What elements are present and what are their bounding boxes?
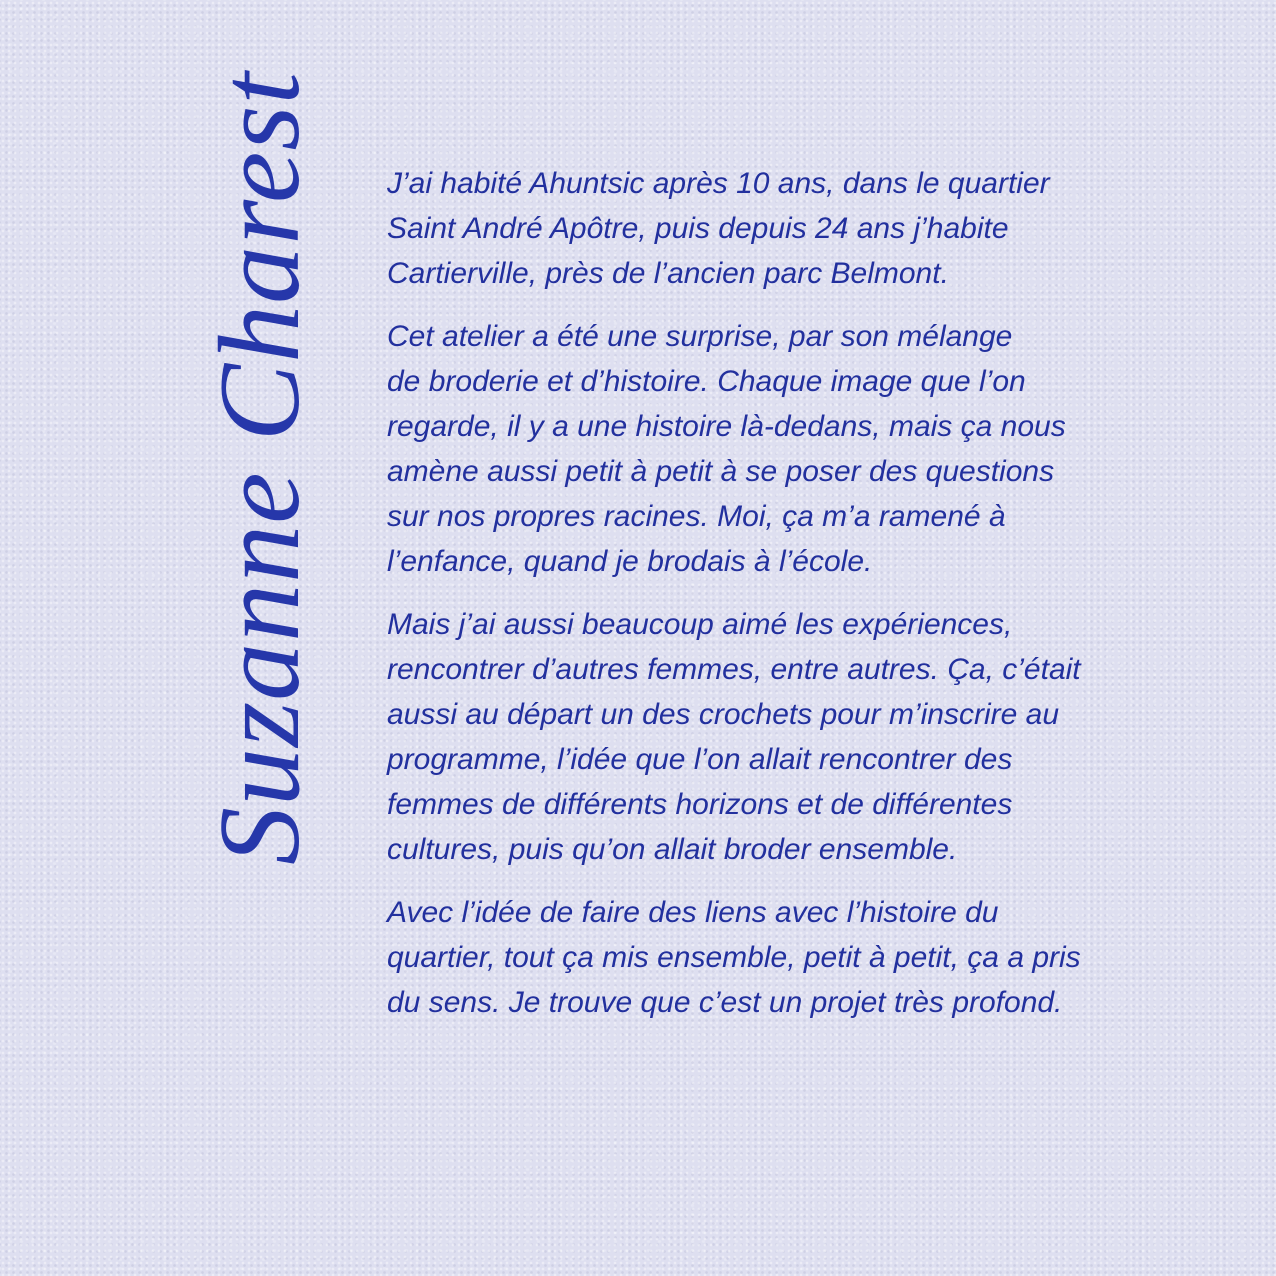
paragraph-2 xyxy=(387,314,1147,584)
text-line: de broderie et d’histoire. Chaque image que l’on xyxy=(387,365,1026,398)
paragraph-3 xyxy=(387,602,1147,872)
text-line: Saint André Apôtre, puis depuis 24 ans j’habite xyxy=(387,212,1009,245)
text-line: Cet atelier a été une surprise, par son mélange xyxy=(387,320,1013,353)
text-line: regarde, il y a une histoire là-dedans, mais ça nous xyxy=(387,410,1066,443)
text-line: amène aussi petit à petit à se poser des questions xyxy=(387,455,1055,488)
text-line: du sens. Je trouve que c’est un projet très profond. xyxy=(387,986,1063,1019)
text-line: programme, l’idée que l’on allait rencontrer des xyxy=(387,743,1013,776)
text-line: J’ai habité Ahuntsic après 10 ans, dans le quartier xyxy=(387,167,1050,200)
text-line: cultures, puis qu’on allait broder ensemble. xyxy=(387,833,958,866)
testimonial-text xyxy=(387,161,1147,1043)
paragraph-1 xyxy=(387,161,1147,296)
text-line: aussi au départ un des crochets pour m’inscrire au xyxy=(387,698,1060,731)
text-line: femmes de différents horizons et de différentes xyxy=(387,788,1013,821)
text-line: sur nos propres racines. Moi, ça m’a ramené à xyxy=(387,500,1006,533)
handwritten-signature: Suzanne Charest xyxy=(196,71,324,865)
text-line: l’enfance, quand je brodais à l’école. xyxy=(387,545,873,578)
text-line: Mais j’ai aussi beaucoup aimé les expériences, xyxy=(387,608,1013,641)
text-line: quartier, tout ça mis ensemble, petit à petit, ça a pris xyxy=(387,941,1081,974)
text-line: Cartierville, près de l’ancien parc Belmont. xyxy=(387,257,949,290)
text-line: Avec l’idée de faire des liens avec l’histoire du xyxy=(387,896,999,929)
text-line: rencontrer d’autres femmes, entre autres. Ça, c’était xyxy=(387,653,1081,686)
paragraph-4 xyxy=(387,890,1147,1025)
